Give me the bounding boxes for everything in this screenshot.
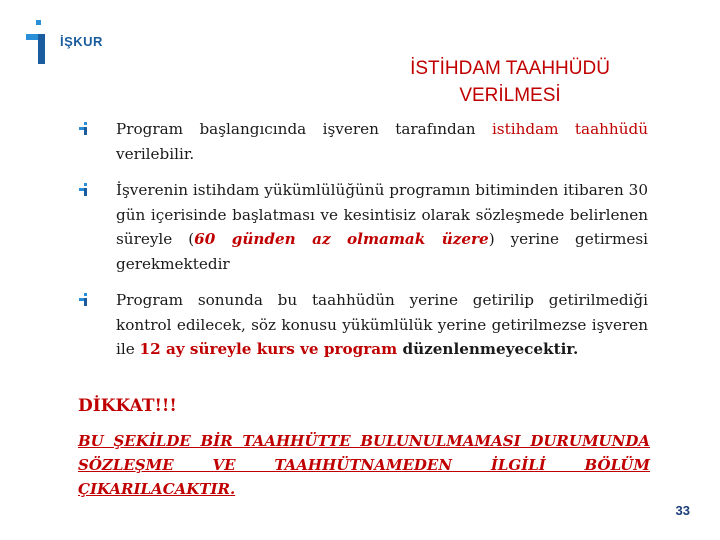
highlight-text: 12 ay süreyle kurs ve program xyxy=(139,340,398,358)
bullet-item-1: Program başlangıcında işveren tarafından istihdam taahhüdü verilebilir. xyxy=(78,117,648,166)
bullet-icon xyxy=(78,122,90,135)
title-line-2: VERİLMESİ xyxy=(459,85,561,106)
logo-text: İŞKUR xyxy=(60,34,103,49)
iskur-logo xyxy=(22,20,112,65)
highlight-text: istihdam taahhüdü xyxy=(491,120,648,138)
page-title xyxy=(340,55,680,109)
highlight-text: 60 günden az olmamak üzere xyxy=(194,230,489,248)
warning-text: BU ŞEKİLDE BİR TAAHHÜTTE BULUNULMAMASI DURUMUNDA SÖZLEŞME VE TAAHHÜTNAMEDEN İLGİLİ BÖLÜM ÇIKARILACAKTIR. xyxy=(78,432,650,498)
title-line-1: İSTİHDAM TAAHHÜDÜ xyxy=(410,58,610,79)
bullet-icon xyxy=(78,293,90,306)
bullet-item-2: İşverenin istihdam yükümlülüğünü programın bitiminden itibaren 30 gün içerisinde başlatması ve kesintisiz olarak sözleşmede belirlenen süreyle (60 günden az olmamak üzere) yerine getirmesi gerekmektedir xyxy=(78,178,648,276)
bullet-list xyxy=(78,117,648,374)
page-number: 33 xyxy=(675,503,690,518)
bullet-icon xyxy=(78,183,90,196)
warning-title: DİKKAT!!! xyxy=(78,396,177,416)
bullet-item-3: Program sonunda bu taahhüdün yerine getirilip getirilmediği kontrol edilecek, söz konusu yükümlülük yerine getirilmezse işveren ile 12 ay süreyle kurs ve program düzenlenmeyecektir. xyxy=(78,288,648,362)
iskur-logo-icon xyxy=(22,20,58,65)
warning-block xyxy=(78,396,650,501)
